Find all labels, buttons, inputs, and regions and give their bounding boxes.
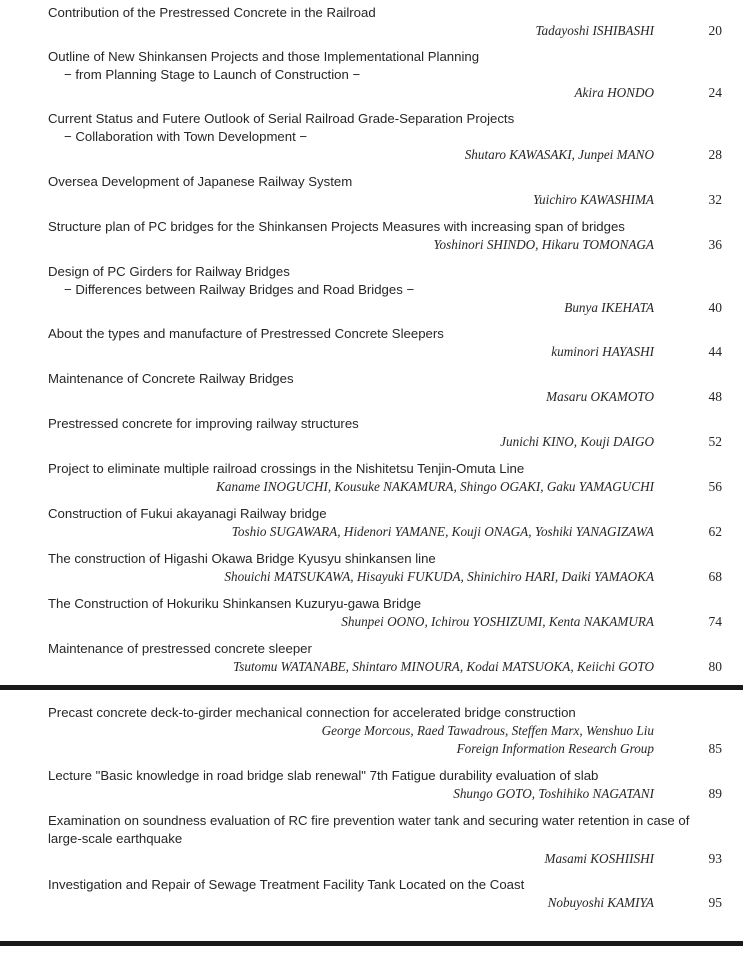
entry-page-number: 74 (708, 614, 722, 629)
entry-authors: Yuichiro KAWASHIMA (532, 192, 654, 207)
entry-subtitle: − Differences between Railway Bridges and Road Bridges − (64, 282, 415, 297)
entry-title: Construction of Fukui akayanagi Railway bridge (48, 506, 327, 521)
entry-title: Examination on soundness evaluation of RC fire prevention water tank and securing water retention in case of large-scale earthquake (48, 813, 690, 846)
toc-entry[interactable] (48, 550, 722, 586)
entry-authors: Tsutomu WATANABE, Shintaro MINOURA, Kodai MATSUOKA, Keiichi GOTO (233, 659, 654, 674)
entry-authors: Bunya IKEHATA (564, 300, 654, 315)
entry-title: The construction of Higashi Okawa Bridge Kyusyu shinkansen line (48, 551, 436, 566)
toc-entry[interactable] (48, 263, 722, 317)
toc-entry[interactable] (48, 370, 722, 406)
toc-entry[interactable] (48, 876, 722, 912)
entry-subtitle: − Collaboration with Town Development − (64, 129, 308, 144)
entry-page-number: 62 (708, 524, 722, 539)
entry-title: Contribution of the Prestressed Concrete in the Railroad (48, 5, 376, 20)
toc-entry[interactable] (48, 767, 722, 803)
entry-page-number: 95 (708, 895, 722, 910)
entry-authors: Shungo GOTO, Toshihiko NAGATANI (453, 786, 654, 801)
entry-page-number: 20 (708, 23, 722, 38)
toc-entry[interactable] (48, 4, 722, 38)
entry-page-number: 56 (708, 479, 722, 494)
entry-page-number: 32 (708, 192, 722, 207)
entry-authors: Yoshinori SHINDO, Hikaru TOMONAGA (433, 237, 654, 252)
toc-entry[interactable] (48, 173, 722, 209)
entry-title: Oversea Development of Japanese Railway System (48, 174, 353, 189)
entry-authors: Junichi KINO, Kouji DAIGO (500, 434, 654, 449)
entry-title: Design of PC Girders for Railway Bridges (48, 264, 290, 279)
entry-page-number: 28 (708, 147, 722, 162)
entry-authors: George Morcous, Raed Tawadrous, Steffen Marx, Wenshuo Liu (321, 723, 654, 738)
entry-authors: Nobuyoshi KAMIYA (547, 895, 654, 910)
entry-authors: Kaname INOGUCHI, Kousuke NAKAMURA, Shingo OGAKI, Gaku YAMAGUCHI (216, 479, 654, 494)
entry-title: About the types and manufacture of Prestressed Concrete Sleepers (48, 326, 444, 341)
toc-entry[interactable] (48, 505, 722, 541)
entry-title: Maintenance of Concrete Railway Bridges (48, 371, 294, 386)
entry-page-number: 85 (708, 741, 722, 756)
entry-title: The Construction of Hokuriku Shinkansen Kuzuryu-gawa Bridge (48, 596, 422, 611)
entry-authors: Shutaro KAWASAKI, Junpei MANO (464, 147, 654, 162)
entry-authors: Tadayoshi ISHIBASHI (535, 23, 654, 38)
entry-group: Foreign Information Research Group (456, 741, 654, 756)
entry-title: Investigation and Repair of Sewage Treatment Facility Tank Located on the Coast (48, 877, 525, 892)
entry-page-number: 48 (708, 389, 722, 404)
entry-authors: kuminori HAYASHI (551, 344, 654, 359)
entry-title: Current Status and Futere Outlook of Serial Railroad Grade-Separation Projects (48, 111, 515, 126)
entry-authors: Toshio SUGAWARA, Hidenori YAMANE, Kouji ONAGA, Yoshiki YANAGIZAWA (231, 524, 654, 539)
entry-subtitle: − from Planning Stage to Launch of Construction − (64, 67, 361, 82)
entry-authors: Akira HONDO (574, 85, 654, 100)
toc-entry[interactable] (48, 48, 722, 102)
toc-entry[interactable] (48, 640, 722, 676)
entry-page-number: 40 (708, 300, 722, 315)
bottom-divider (0, 941, 743, 946)
entry-page-number: 24 (708, 85, 722, 100)
entry-title: Maintenance of prestressed concrete sleeper (48, 641, 312, 656)
toc-entry[interactable] (48, 218, 722, 254)
entry-page-number: 44 (708, 344, 722, 359)
entry-page-number: 36 (708, 237, 722, 252)
toc-entry[interactable] (48, 110, 722, 164)
entry-title: Project to eliminate multiple railroad crossings in the Nishitetsu Tenjin-Omuta Line (48, 461, 525, 476)
toc-entry[interactable] (48, 460, 722, 496)
entry-page-number: 93 (708, 851, 722, 866)
entry-authors: Shouichi MATSUKAWA, Hisayuki FUKUDA, Shinichiro HARI, Daiki YAMAOKA (224, 569, 654, 584)
entry-page-number: 80 (708, 659, 722, 674)
entry-authors: Masaru OKAMOTO (546, 389, 654, 404)
entry-title: Precast concrete deck-to-girder mechanical connection for accelerated bridge construction (48, 705, 576, 720)
section-divider (0, 685, 743, 690)
toc-entry[interactable] (48, 704, 722, 758)
entry-title: Lecture "Basic knowledge in road bridge slab renewal" 7th Fatigue durability evaluation of slab (48, 768, 599, 783)
toc-entry[interactable] (48, 325, 722, 361)
entry-page-number: 89 (708, 786, 722, 801)
entry-title: Prestressed concrete for improving railway structures (48, 416, 359, 431)
entry-page-number: 52 (708, 434, 722, 449)
toc-entry[interactable] (48, 812, 722, 868)
entry-authors: Shunpei OONO, Ichirou YOSHIZUMI, Kenta NAKAMURA (341, 614, 654, 629)
entry-authors: Masami KOSHIISHI (544, 851, 654, 866)
toc-entry[interactable] (48, 595, 722, 631)
toc-entry[interactable] (48, 415, 722, 451)
entry-title: Structure plan of PC bridges for the Shinkansen Projects Measures with increasing span of bridges (48, 219, 625, 234)
entry-title: Outline of New Shinkansen Projects and those Implementational Planning (48, 49, 480, 64)
entry-page-number: 68 (708, 569, 722, 584)
